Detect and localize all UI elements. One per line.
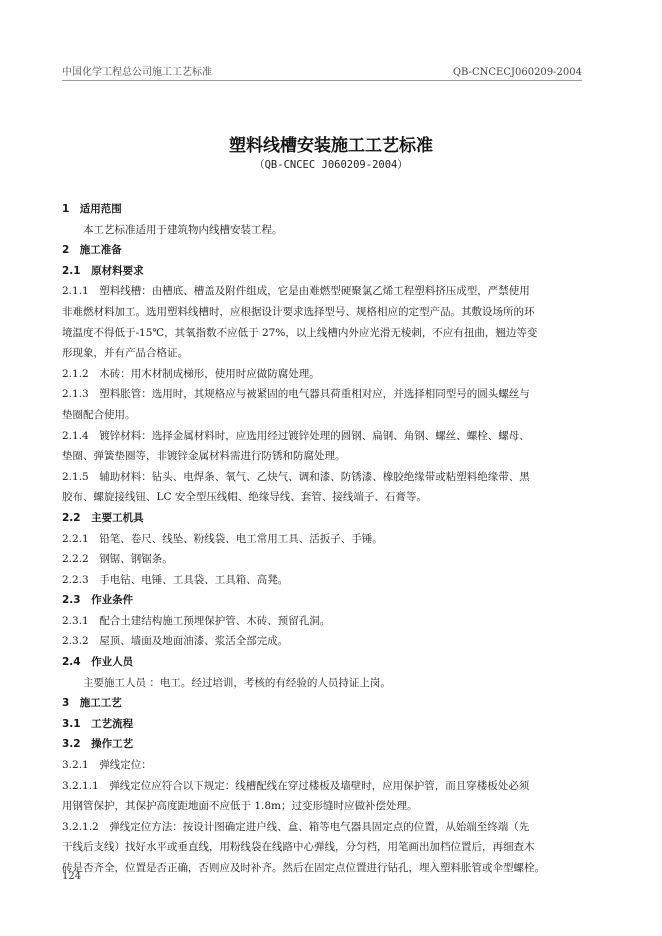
section-heading: 2.1 原材料要求 — [62, 264, 144, 277]
running-header — [62, 58, 582, 81]
section-heading: 2.4 作业人员 — [62, 656, 134, 669]
section-heading: 1 适用范围 — [62, 203, 122, 215]
section-heading: 3.2 操作工艺 — [62, 738, 134, 751]
text-line: 2.2.2 钢锯、钢锯条。 — [62, 553, 173, 566]
text-line: 胶布、螺旋接线钮、LC 安全型压线帽、绝缘导线、套管、接线端子、石膏等。 — [62, 491, 427, 504]
text-line: 2.3.2 屋顶、墙面及地面油漆、浆活全部完成。 — [62, 635, 289, 648]
document-body — [62, 199, 602, 879]
document-code: （QB-CNCEC J060209-2004） — [254, 159, 408, 171]
page-number: 124 — [62, 871, 82, 882]
text-line: 砖是否齐全，位置是否正确，否则应及时补齐。然后在固定点位置进行钻孔，埋入塑料胀管或伞型螺栓。 — [62, 862, 545, 874]
text-line: 2.1.5 辅助材料：钻头、电焊条、氧气、乙炔气、调和漆、防锈漆、橡胶绝缘带或粘塑料绝缘带、黑 — [62, 470, 530, 483]
header-publisher: 中国化学工程总公司施工工艺标准 — [62, 67, 212, 78]
text-line: 2.3.1 配合土建结构施工预埋保护管、木砖、预留孔洞。 — [62, 614, 331, 627]
text-line: 2.1.4 镀锌材料：选择金属材料时，应选用经过镀锌处理的圆钢、扁钢、角钢、螺丝、螺栓、螺母、 — [62, 429, 530, 442]
text-line: 2.2.3 手电钻、电锤、工具袋、工具箱、高凳。 — [62, 573, 289, 586]
section-heading: 2.3 作业条件 — [62, 594, 134, 607]
text-line: 垫圈、弹簧垫圈等，非镀锌金属材料需进行防锈和防腐处理。 — [62, 450, 346, 463]
section-heading: 3.1 工艺流程 — [62, 717, 134, 730]
text-line: 2.1.3 塑料胀管：选用时，其规格应与被紧固的电气器具荷重相对应，并选择相同型号的圆头螺丝与 — [62, 388, 530, 401]
section-heading: 2 施工准备 — [62, 244, 122, 257]
text-line: 垫圈配合使用。 — [62, 408, 136, 421]
text-line: 3.2.1.1 弹线定位应符合以下规定：线槽配线在穿过楼板及墙壁时，应用保护管，而且穿楼板处必须 — [62, 779, 530, 792]
section-heading: 3 施工工艺 — [62, 697, 122, 710]
text-line: 用钢管保护，其保护高度距地面不应低于 1.8m；过变形缝时应做补偿处理。 — [62, 800, 418, 813]
text-line: 2.2.1 铅笔、卷尺、线坠、粉线袋、电工常用工具、活扳子、手锤。 — [62, 532, 383, 545]
text-line: 3.2.1 弹线定位： — [62, 759, 152, 772]
document-title: 塑料线槽安装施工工艺标准 — [229, 136, 433, 156]
text-line: 2.1.1 塑料线槽：由槽底、槽盖及附件组成，它是由难燃型硬聚氯乙烯工程塑料挤压成型，严禁使用 — [62, 285, 530, 298]
text-line: 3.2.1.2 弹线定位方法：按设计图确定进户线、盒、箱等电气器具固定点的位置，从始端至终端（先 — [62, 820, 530, 833]
text-line: 本工艺标准适用于建筑物内线槽安装工程。 — [83, 223, 283, 236]
text-line: 境温度不得低于-15℃，其氧指数不应低于 27%，以上线槽内外应光滑无棱刺，不应有扭曲，翘边等变 — [62, 326, 538, 339]
text-line: 干线后支线）找好水平或垂直线，用粉线袋在线路中心弹线，分匀档，用笔画出加档位置后，再细查木 — [62, 841, 535, 854]
text-line: 2.1.2 木砖：用木材制成梯形，使用时应做防腐处理。 — [62, 367, 320, 380]
text-line: 主要施工人员 ：电工。经过培训，考核的有经验的人员持证上岗。 — [83, 676, 391, 689]
text-line: 非难燃材料加工。选用塑料线槽时，应根据设计要求选择型号、规格相应的定型产品。其敷设场所的环 — [62, 305, 535, 318]
text-line: 形现象，并有产品合格证。 — [62, 347, 188, 360]
header-standard-code: QB-CNCECJ060209-2004 — [452, 67, 582, 78]
section-heading: 2.2 主要工机具 — [62, 511, 144, 524]
